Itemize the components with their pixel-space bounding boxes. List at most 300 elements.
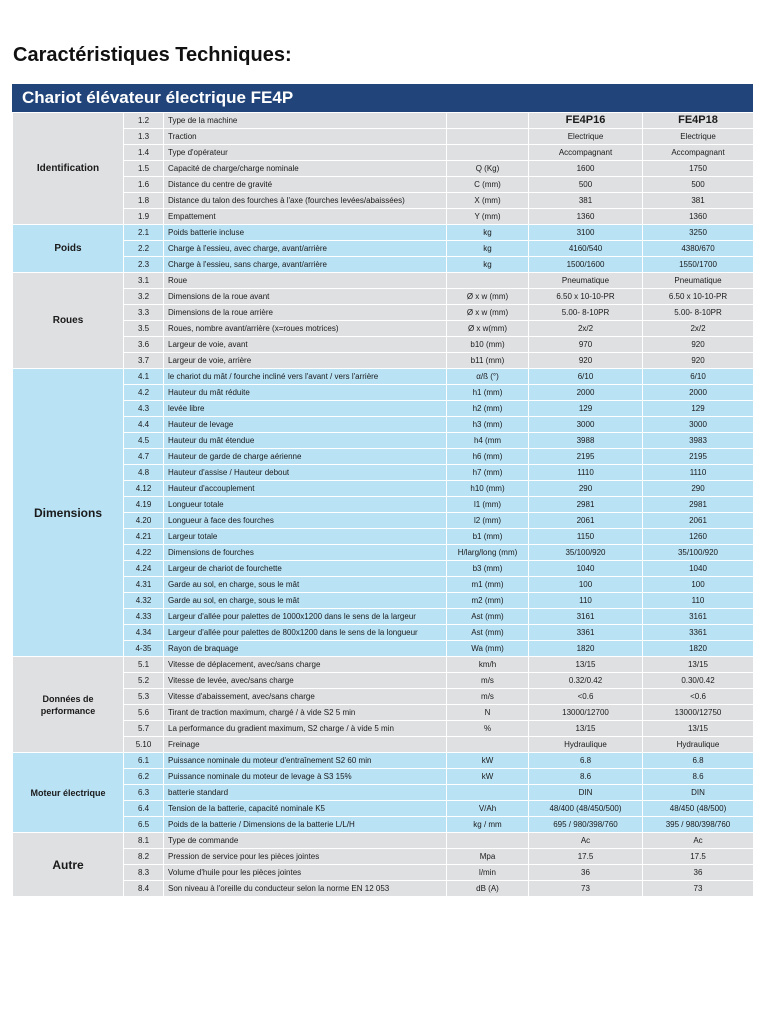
table-row xyxy=(13,865,754,881)
spec-unit: l1 (mm) xyxy=(447,497,529,513)
table-row xyxy=(13,353,754,369)
spec-label: Puissance nominale du moteur de levage à S3 15% xyxy=(164,769,447,785)
spec-unit: α/ß (°) xyxy=(447,369,529,385)
spec-value: 1360 xyxy=(643,209,754,225)
spec-unit: kg xyxy=(447,257,529,273)
spec-value: 920 xyxy=(529,353,643,369)
spec-label: Largeur de voie, avant xyxy=(164,337,447,353)
spec-unit: N xyxy=(447,705,529,721)
spec-value: 1750 xyxy=(643,161,754,177)
spec-number: 1.8 xyxy=(124,193,164,209)
spec-unit: kW xyxy=(447,753,529,769)
table-row xyxy=(13,289,754,305)
spec-label: Hauteur du mât étendue xyxy=(164,433,447,449)
spec-value: 8.6 xyxy=(643,769,754,785)
table-row xyxy=(13,513,754,529)
spec-number: 4.24 xyxy=(124,561,164,577)
spec-value: 6.50 x 10-10-PR xyxy=(529,289,643,305)
spec-number: 5.3 xyxy=(124,689,164,705)
spec-label: Dimensions de fourches xyxy=(164,545,447,561)
spec-value: 2981 xyxy=(529,497,643,513)
spec-unit: X (mm) xyxy=(447,193,529,209)
spec-value: 2000 xyxy=(529,385,643,401)
spec-value: 13/15 xyxy=(529,721,643,737)
table-row xyxy=(13,449,754,465)
spec-value: 3161 xyxy=(643,609,754,625)
spec-unit: Ø x w (mm) xyxy=(447,305,529,321)
table-row xyxy=(13,529,754,545)
spec-number: 4.1 xyxy=(124,369,164,385)
spec-unit xyxy=(447,129,529,145)
spec-number: 5.2 xyxy=(124,673,164,689)
table-row xyxy=(13,321,754,337)
spec-number: 6.4 xyxy=(124,801,164,817)
spec-value: 970 xyxy=(529,337,643,353)
spec-value: 3361 xyxy=(529,625,643,641)
spec-unit: b1 (mm) xyxy=(447,529,529,545)
table-row xyxy=(13,129,754,145)
spec-value: <0.6 xyxy=(643,689,754,705)
spec-number: 4.4 xyxy=(124,417,164,433)
spec-label: Volume d'huile pour les pièces jointes xyxy=(164,865,447,881)
spec-value: 13/15 xyxy=(529,657,643,673)
spec-label: Largeur totale xyxy=(164,529,447,545)
table-row xyxy=(13,225,754,241)
table-row xyxy=(13,705,754,721)
spec-value: 920 xyxy=(643,353,754,369)
spec-value: 2195 xyxy=(529,449,643,465)
spec-number: 6.3 xyxy=(124,785,164,801)
spec-unit: m/s xyxy=(447,673,529,689)
category-label: Identification xyxy=(13,113,124,225)
spec-value: Electrique xyxy=(529,129,643,145)
spec-unit: kg / mm xyxy=(447,817,529,833)
table-row xyxy=(13,561,754,577)
spec-value: 48/400 (48/450/500) xyxy=(529,801,643,817)
spec-value: 1820 xyxy=(529,641,643,657)
spec-label: Largeur d'allée pour palettes de 1000x1200 dans le sens de la largeur xyxy=(164,609,447,625)
spec-label: Traction xyxy=(164,129,447,145)
spec-unit: Q (Kg) xyxy=(447,161,529,177)
spec-number: 1.2 xyxy=(124,113,164,129)
table-row xyxy=(13,657,754,673)
spec-unit: Y (mm) xyxy=(447,209,529,225)
spec-value: 6.50 x 10-10-PR xyxy=(643,289,754,305)
spec-number: 3.3 xyxy=(124,305,164,321)
table-row xyxy=(13,769,754,785)
table-row xyxy=(13,257,754,273)
table-row xyxy=(13,145,754,161)
spec-label: Longueur à face des fourches xyxy=(164,513,447,529)
spec-number: 1.5 xyxy=(124,161,164,177)
spec-number: 1.9 xyxy=(124,209,164,225)
spec-number: 4.8 xyxy=(124,465,164,481)
spec-label: La performance du gradient maximum, S2 charge / à vide 5 min xyxy=(164,721,447,737)
table-row xyxy=(13,385,754,401)
spec-label: Distance du centre de gravité xyxy=(164,177,447,193)
spec-unit: h7 (mm) xyxy=(447,465,529,481)
category-label: Dimensions xyxy=(13,369,124,657)
spec-value: 1600 xyxy=(529,161,643,177)
spec-value: 17.5 xyxy=(643,849,754,865)
spec-value: 110 xyxy=(529,593,643,609)
spec-value: 695 / 980/398/760 xyxy=(529,817,643,833)
spec-unit: m1 (mm) xyxy=(447,577,529,593)
table-row xyxy=(13,753,754,769)
spec-value: Pneumatique xyxy=(643,273,754,289)
spec-number: 4.19 xyxy=(124,497,164,513)
spec-value: 3000 xyxy=(643,417,754,433)
spec-value: 129 xyxy=(529,401,643,417)
spec-unit: % xyxy=(447,721,529,737)
spec-value: 6/10 xyxy=(529,369,643,385)
spec-number: 6.2 xyxy=(124,769,164,785)
spec-label: Garde au sol, en charge, sous le mât xyxy=(164,577,447,593)
spec-number: 6.5 xyxy=(124,817,164,833)
spec-number: 4.3 xyxy=(124,401,164,417)
spec-number: 5.6 xyxy=(124,705,164,721)
spec-unit: km/h xyxy=(447,657,529,673)
spec-unit: V/Ah xyxy=(447,801,529,817)
spec-value: Ac xyxy=(529,833,643,849)
spec-value: DIN xyxy=(529,785,643,801)
spec-value: 1500/1600 xyxy=(529,257,643,273)
spec-value: 35/100/920 xyxy=(529,545,643,561)
spec-value: Hydraulique xyxy=(529,737,643,753)
spec-label: Freinage xyxy=(164,737,447,753)
spec-number: 2.3 xyxy=(124,257,164,273)
spec-label: Dimensions de la roue avant xyxy=(164,289,447,305)
spec-value: 6.8 xyxy=(529,753,643,769)
spec-unit: h3 (mm) xyxy=(447,417,529,433)
category-label: Données de performance xyxy=(13,657,124,753)
spec-label: le chariot du mât / fourche incliné vers l'avant / vers l'arrière xyxy=(164,369,447,385)
spec-unit: H/larg/long (mm) xyxy=(447,545,529,561)
spec-value: 3161 xyxy=(529,609,643,625)
spec-label: Dimensions de la roue arrière xyxy=(164,305,447,321)
spec-value: 129 xyxy=(643,401,754,417)
spec-value: 36 xyxy=(529,865,643,881)
spec-value: 6.8 xyxy=(643,753,754,769)
spec-value: <0.6 xyxy=(529,689,643,705)
spec-number: 2.2 xyxy=(124,241,164,257)
table-row xyxy=(13,833,754,849)
spec-value: 395 / 980/398/760 xyxy=(643,817,754,833)
spec-unit: h10 (mm) xyxy=(447,481,529,497)
spec-number: 4.20 xyxy=(124,513,164,529)
spec-value: 2061 xyxy=(529,513,643,529)
spec-value: 5.00- 8-10PR xyxy=(643,305,754,321)
table-row xyxy=(13,849,754,865)
spec-value: 13000/12700 xyxy=(529,705,643,721)
spec-value: 73 xyxy=(529,881,643,897)
spec-value: 3250 xyxy=(643,225,754,241)
page-title: Caractéristiques Techniques: xyxy=(13,44,292,66)
spec-unit: m2 (mm) xyxy=(447,593,529,609)
spec-value: 2000 xyxy=(643,385,754,401)
spec-value: 500 xyxy=(643,177,754,193)
spec-value: 1040 xyxy=(643,561,754,577)
table-row xyxy=(13,113,754,129)
table-row xyxy=(13,369,754,385)
spec-value: 1040 xyxy=(529,561,643,577)
table-row xyxy=(13,785,754,801)
category-label: Autre xyxy=(13,833,124,897)
spec-value: DIN xyxy=(643,785,754,801)
table-row xyxy=(13,497,754,513)
category-label: Roues xyxy=(13,273,124,369)
spec-label: Empattement xyxy=(164,209,447,225)
table-row xyxy=(13,337,754,353)
spec-number: 4.33 xyxy=(124,609,164,625)
spec-unit: dB (A) xyxy=(447,881,529,897)
spec-value: 290 xyxy=(643,481,754,497)
spec-number: 3.6 xyxy=(124,337,164,353)
spec-number: 4.22 xyxy=(124,545,164,561)
spec-value: 4160/540 xyxy=(529,241,643,257)
spec-number: 6.1 xyxy=(124,753,164,769)
table-row xyxy=(13,465,754,481)
spec-unit: l2 (mm) xyxy=(447,513,529,529)
table-row xyxy=(13,273,754,289)
table-row xyxy=(13,193,754,209)
spec-value: Ac xyxy=(643,833,754,849)
spec-value: 3100 xyxy=(529,225,643,241)
spec-number: 3.1 xyxy=(124,273,164,289)
spec-table-body xyxy=(13,113,754,897)
spec-label: Vitesse de levée, avec/sans charge xyxy=(164,673,447,689)
spec-unit xyxy=(447,785,529,801)
spec-value: 290 xyxy=(529,481,643,497)
spec-value: Electrique xyxy=(643,129,754,145)
table-row xyxy=(13,737,754,753)
spec-number: 5.1 xyxy=(124,657,164,673)
spec-unit: Ø x w(mm) xyxy=(447,321,529,337)
spec-value: 13000/12750 xyxy=(643,705,754,721)
spec-value: 2061 xyxy=(643,513,754,529)
spec-value: 3983 xyxy=(643,433,754,449)
spec-label: Hauteur de levage xyxy=(164,417,447,433)
spec-unit xyxy=(447,145,529,161)
table-row xyxy=(13,641,754,657)
model-name: FE4P18 xyxy=(643,113,754,129)
spec-value: 1110 xyxy=(529,465,643,481)
spec-number: 4.34 xyxy=(124,625,164,641)
spec-label: Tension de la batterie, capacité nominale K5 xyxy=(164,801,447,817)
table-row xyxy=(13,417,754,433)
spec-unit xyxy=(447,273,529,289)
spec-label: Pression de service pour les pièces jointes xyxy=(164,849,447,865)
table-row xyxy=(13,673,754,689)
table-row xyxy=(13,801,754,817)
spec-number: 3.2 xyxy=(124,289,164,305)
category-label: Moteur électrique xyxy=(13,753,124,833)
spec-number: 4.7 xyxy=(124,449,164,465)
spec-number: 4-35 xyxy=(124,641,164,657)
spec-value: 500 xyxy=(529,177,643,193)
spec-unit: h1 (mm) xyxy=(447,385,529,401)
spec-value: 3361 xyxy=(643,625,754,641)
spec-unit: h4 (mm xyxy=(447,433,529,449)
spec-unit: Wa (mm) xyxy=(447,641,529,657)
table-row xyxy=(13,177,754,193)
spec-label: Type d'opérateur xyxy=(164,145,447,161)
table-row xyxy=(13,593,754,609)
spec-number: 4.2 xyxy=(124,385,164,401)
spec-label: Roues, nombre avant/arrière (x=roues motrices) xyxy=(164,321,447,337)
spec-unit: b11 (mm) xyxy=(447,353,529,369)
spec-value: 2x/2 xyxy=(529,321,643,337)
spec-label: Hauteur du mât réduite xyxy=(164,385,447,401)
table-row xyxy=(13,481,754,497)
spec-value: 1360 xyxy=(529,209,643,225)
spec-number: 2.1 xyxy=(124,225,164,241)
spec-unit: m/s xyxy=(447,689,529,705)
spec-value: 48/450 (48/500) xyxy=(643,801,754,817)
spec-label: Son niveau à l'oreille du conducteur selon la norme EN 12 053 xyxy=(164,881,447,897)
spec-value: 73 xyxy=(643,881,754,897)
spec-value: 8.6 xyxy=(529,769,643,785)
spec-value: 381 xyxy=(529,193,643,209)
spec-label: Type de la machine xyxy=(164,113,447,129)
spec-value: 0.30/0.42 xyxy=(643,673,754,689)
spec-label: Poids batterie incluse xyxy=(164,225,447,241)
spec-number: 3.5 xyxy=(124,321,164,337)
spec-number: 1.3 xyxy=(124,129,164,145)
spec-table xyxy=(12,112,754,897)
spec-number: 4.5 xyxy=(124,433,164,449)
spec-value: 0.32/0.42 xyxy=(529,673,643,689)
spec-value: 13/15 xyxy=(643,657,754,673)
table-row xyxy=(13,209,754,225)
spec-label: Hauteur de garde de charge aérienne xyxy=(164,449,447,465)
spec-label: Hauteur d'assise / Hauteur debout xyxy=(164,465,447,481)
spec-value: 2195 xyxy=(643,449,754,465)
spec-value: 110 xyxy=(643,593,754,609)
table-row xyxy=(13,817,754,833)
spec-value: 6/10 xyxy=(643,369,754,385)
spec-value: 3988 xyxy=(529,433,643,449)
spec-unit: Mpa xyxy=(447,849,529,865)
spec-number: 4.31 xyxy=(124,577,164,593)
spec-label: levée libre xyxy=(164,401,447,417)
spec-value: 5.00- 8-10PR xyxy=(529,305,643,321)
spec-number: 8.2 xyxy=(124,849,164,865)
spec-unit: kW xyxy=(447,769,529,785)
spec-label: Longueur totale xyxy=(164,497,447,513)
spec-unit: C (mm) xyxy=(447,177,529,193)
spec-unit xyxy=(447,833,529,849)
spec-number: 5.10 xyxy=(124,737,164,753)
spec-value: 1550/1700 xyxy=(643,257,754,273)
table-row xyxy=(13,689,754,705)
spec-label: Largeur d'allée pour palettes de 800x1200 dans le sens de la longueur xyxy=(164,625,447,641)
spec-unit xyxy=(447,113,529,129)
spec-value: 13/15 xyxy=(643,721,754,737)
spec-unit xyxy=(447,737,529,753)
spec-label: Vitesse de déplacement, avec/sans charge xyxy=(164,657,447,673)
table-row xyxy=(13,401,754,417)
spec-label: Puissance nominale du moteur d'entraînement S2 60 min xyxy=(164,753,447,769)
table-row xyxy=(13,881,754,897)
spec-value: 1820 xyxy=(643,641,754,657)
product-banner: Chariot élévateur électrique FE4P xyxy=(12,84,753,112)
spec-number: 4.21 xyxy=(124,529,164,545)
spec-value: 4380/670 xyxy=(643,241,754,257)
table-row xyxy=(13,241,754,257)
spec-value: 100 xyxy=(529,577,643,593)
model-name: FE4P16 xyxy=(529,113,643,129)
spec-unit: h2 (mm) xyxy=(447,401,529,417)
spec-value: 3000 xyxy=(529,417,643,433)
spec-value: 920 xyxy=(643,337,754,353)
spec-unit: l/min xyxy=(447,865,529,881)
spec-number: 4.12 xyxy=(124,481,164,497)
spec-label: Type de commande xyxy=(164,833,447,849)
spec-unit: b10 (mm) xyxy=(447,337,529,353)
spec-label: Poids de la batterie / Dimensions de la batterie L/L/H xyxy=(164,817,447,833)
spec-value: 1260 xyxy=(643,529,754,545)
spec-number: 5.7 xyxy=(124,721,164,737)
spec-label: Garde au sol, en charge, sous le mât xyxy=(164,593,447,609)
spec-label: Hauteur d'accouplement xyxy=(164,481,447,497)
table-row xyxy=(13,577,754,593)
spec-label: Charge à l'essieu, avec charge, avant/arrière xyxy=(164,241,447,257)
spec-label: Distance du talon des fourches à l'axe (fourches levées/abaissées) xyxy=(164,193,447,209)
table-row xyxy=(13,609,754,625)
table-row xyxy=(13,433,754,449)
spec-unit: kg xyxy=(447,241,529,257)
spec-unit: Ast (mm) xyxy=(447,625,529,641)
spec-number: 4.32 xyxy=(124,593,164,609)
spec-value: Pneumatique xyxy=(529,273,643,289)
table-row xyxy=(13,721,754,737)
spec-value: 381 xyxy=(643,193,754,209)
table-row xyxy=(13,305,754,321)
spec-unit: kg xyxy=(447,225,529,241)
spec-label: Tirant de traction maximum, chargé / à vide S2 5 min xyxy=(164,705,447,721)
spec-label: Charge à l'essieu, sans charge, avant/arrière xyxy=(164,257,447,273)
table-row xyxy=(13,545,754,561)
spec-unit: Ø x w (mm) xyxy=(447,289,529,305)
spec-value: Hydraulique xyxy=(643,737,754,753)
spec-value: Accompagnant xyxy=(529,145,643,161)
spec-value: 2x/2 xyxy=(643,321,754,337)
spec-number: 8.1 xyxy=(124,833,164,849)
spec-value: 2981 xyxy=(643,497,754,513)
spec-value: 36 xyxy=(643,865,754,881)
spec-number: 8.4 xyxy=(124,881,164,897)
spec-value: 1110 xyxy=(643,465,754,481)
category-label: Poids xyxy=(13,225,124,273)
spec-value: 100 xyxy=(643,577,754,593)
spec-value: 17.5 xyxy=(529,849,643,865)
table-row xyxy=(13,625,754,641)
spec-number: 3.7 xyxy=(124,353,164,369)
spec-label: Rayon de braquage xyxy=(164,641,447,657)
spec-label: batterie standard xyxy=(164,785,447,801)
spec-value: Accompagnant xyxy=(643,145,754,161)
spec-label: Roue xyxy=(164,273,447,289)
spec-number: 1.6 xyxy=(124,177,164,193)
spec-unit: Ast (mm) xyxy=(447,609,529,625)
spec-unit: b3 (mm) xyxy=(447,561,529,577)
spec-unit: h6 (mm) xyxy=(447,449,529,465)
spec-value: 35/100/920 xyxy=(643,545,754,561)
spec-label: Largeur de chariot de fourchette xyxy=(164,561,447,577)
table-row xyxy=(13,161,754,177)
spec-label: Capacité de charge/charge nominale xyxy=(164,161,447,177)
